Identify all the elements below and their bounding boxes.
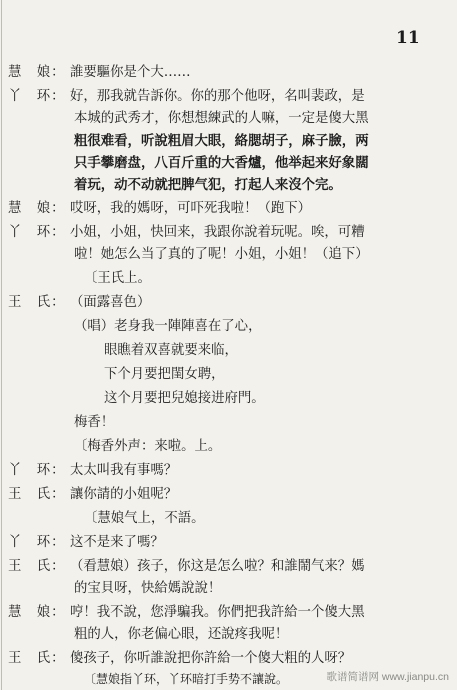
page-left-edge [1,0,2,690]
speaker-label: 丫 环： [8,225,66,240]
dialogue-text: 哎呀，我的媽呀，可吓死我啦！（跑下） [70,201,312,216]
dialogue-text: 好，那我就告訴你。你的那个他呀，名叫裴政，是 [70,89,365,104]
dialogue-continuation: 只手攀磨盘，八百斤重的大香爐，他举起来好象闊 [74,155,369,171]
stage-direction: 〔王氏上。 [84,271,151,286]
stage-direction: 〔梅香外声：来啦。上。 [74,439,222,454]
stage-direction: 〔慧娘气上，不語。 [84,511,205,526]
dialogue-continuation: 粗很难看，听說粗眉大眼，絡腮胡子，麻子臉，两 [74,133,369,149]
sung-verse: 这个月要把兒媳接进府門。 [104,391,265,406]
dialogue-text: 讓你請的小姐呢？ [70,487,178,502]
watermark: 歌谱简谱网 www.jianpu.cn [326,671,449,683]
dialogue-text: 太太叫我有事嗎？ [70,463,178,478]
speaker-label: 王 氏： [8,651,66,666]
sung-verse: 眼瞧着双喜就要来临， [104,343,238,358]
dialogue-continuation: 粗的人，你老偏心眼，还說疼我呢！ [74,627,289,642]
dialogue-line [8,556,365,578]
speaker-label: 王 氏： [8,295,66,310]
sung-verse: 下个月要把閨女聘， [104,367,225,382]
speaker-label: 丫 环： [8,89,66,104]
dialogue-text: 哼！我不說，您淨騙我。你們把我許給一个傻大黑 [70,605,365,620]
speaker-label: 丫 环： [8,463,66,478]
dialogue-continuation: 梅香！ [74,415,115,430]
dialogue-text: 这不是来了嗎？ [70,535,164,550]
speaker-label: 慧 娘： [8,65,66,80]
dialogue-continuation: 本城的武秀才，你想想練武的人嘛，一定是傻大黑 [74,111,369,126]
dialogue-line [8,484,177,506]
dialogue-line [8,86,365,108]
page-number: 11 [396,28,420,48]
dialogue-text: （面露喜色） [70,295,151,310]
dialogue-text: 小姐，小姐，快回来，我跟你說着玩呢。唉，可糟 [70,225,365,240]
speaker-label: 王 氏： [8,487,66,502]
dialogue-line [8,198,311,220]
dialogue-line [8,532,164,554]
speaker-label: 慧 娘： [8,605,66,620]
dialogue-line [8,460,177,482]
dialogue-line [8,222,365,244]
dialogue-continuation: 啦！她怎么当了真的了呢！小姐，小姐！（追下） [74,247,369,262]
dialogue-text: 傻孩子，你听誰說把你許給一个傻大粗的人呀？ [70,651,352,666]
dialogue-text: 誰要驅你是个大…… [70,65,191,80]
dialogue-line [8,62,191,84]
dialogue-line [8,648,351,670]
sung-verse: （唱）老身我一陣陣喜在了心， [74,319,262,334]
speaker-label: 慧 娘： [8,201,66,216]
dialogue-line [8,602,365,624]
dialogue-line [8,292,150,314]
dialogue-text: （看慧娘）孩子，你这是怎么啦？和誰鬧气来？媽 [70,559,365,574]
dialogue-continuation: 的宝貝呀，快給媽說說！ [74,581,222,596]
speaker-label: 王 氏： [8,559,66,574]
stage-direction: 〔慧娘指丫环，丫环暗打手势不讓說。 [84,672,289,686]
dialogue-continuation: 着玩，动不动就把脾气犯，打起人来沒个完。 [74,177,342,193]
speaker-label: 丫 环： [8,535,66,550]
